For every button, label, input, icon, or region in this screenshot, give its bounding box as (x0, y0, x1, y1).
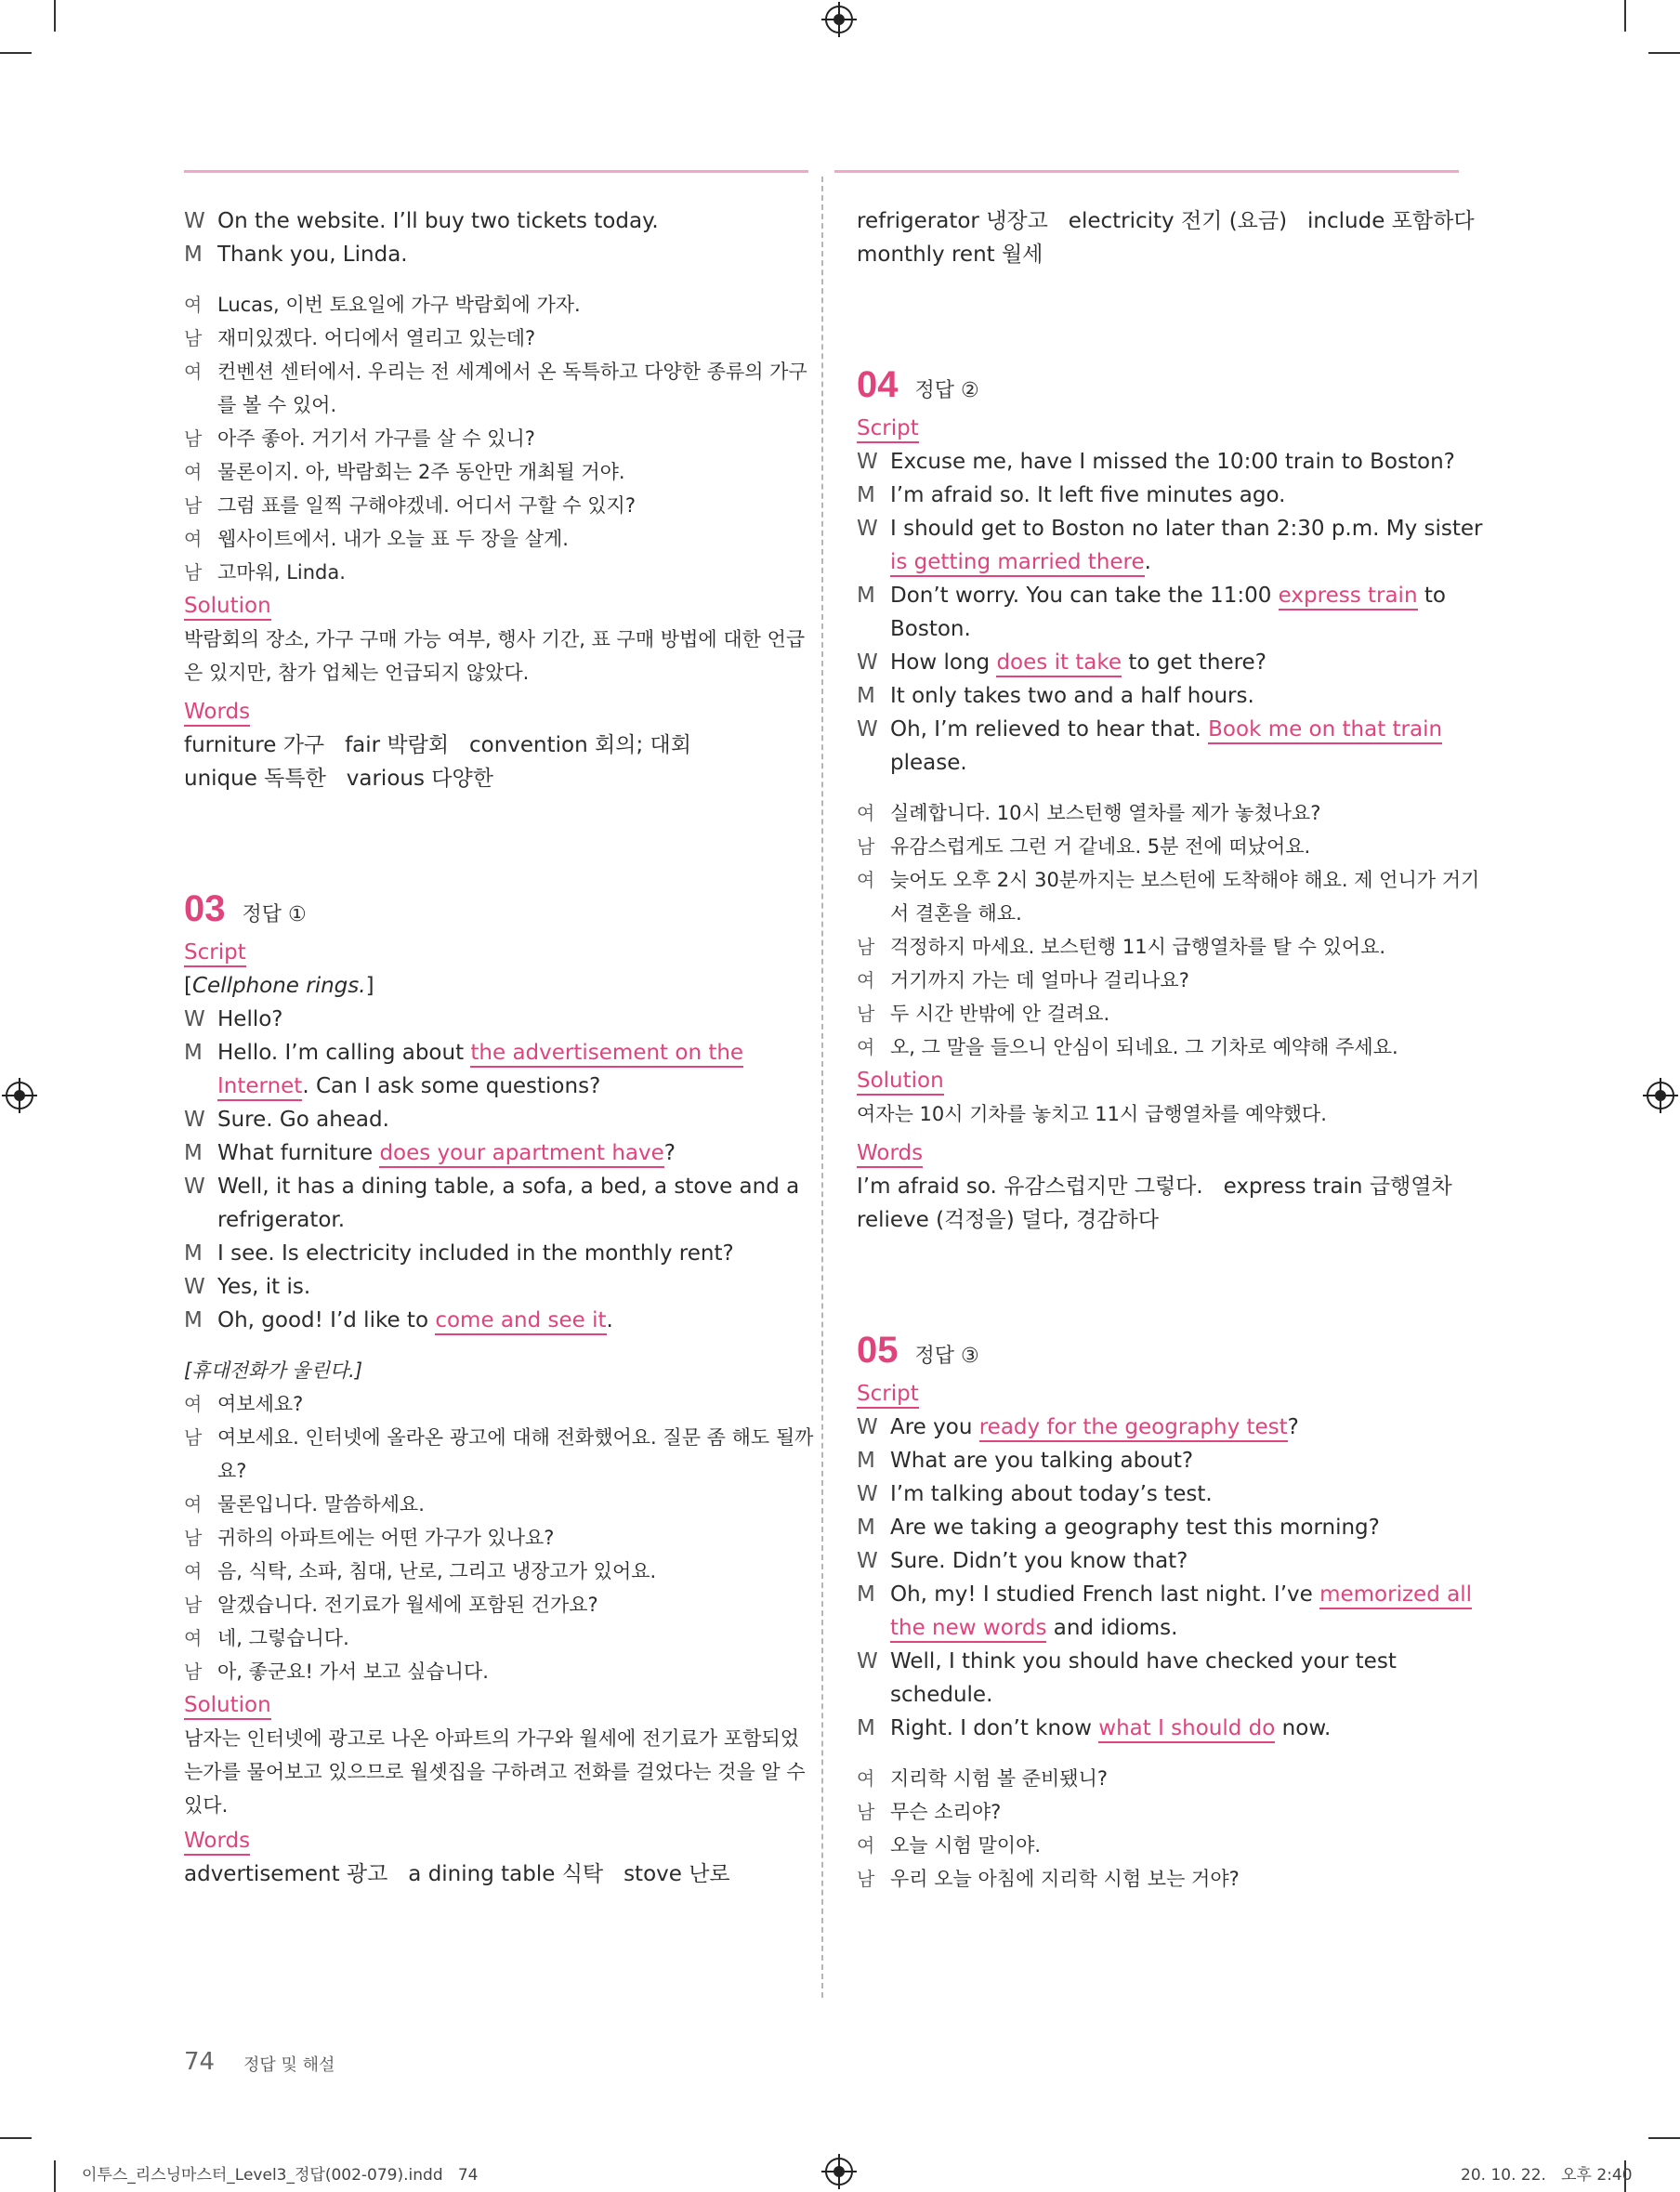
translation-line: 여 음, 식탁, 소파, 침대, 난로, 그리고 냉장고가 있어요. (184, 1560, 657, 1582)
translation-line: 남 우리 오늘 아침에 지리학 시험 보는 거야? (857, 1868, 1240, 1890)
highlight: Book me on that train (1208, 716, 1442, 744)
translation-line: 여 물론이지. 아, 박람회는 2주 동안만 개최될 거야. (184, 461, 625, 483)
solution-text: 박람회의 장소, 가구 구매 가능 여부, 행사 기간, 표 구매 방법에 대한 언급 (184, 628, 806, 650)
question-header (184, 886, 784, 932)
answer-label: 정답 ② (914, 379, 979, 402)
script-line: schedule. (890, 1683, 993, 1707)
question-number: 03 (184, 888, 226, 929)
translation-line: 남 고마워, Linda. (184, 561, 346, 584)
script-line: W I’m talking about today’s test. (857, 1482, 1213, 1506)
registration-mark-icon (825, 2158, 853, 2185)
registration-mark-icon (1647, 1082, 1674, 1109)
top-rule (184, 170, 530, 173)
registration-mark-icon (825, 6, 853, 33)
solution-text: 은 있지만, 참가 업체는 언급되지 않았다. (184, 662, 530, 684)
column-divider (821, 177, 823, 1998)
highlight: the new words (890, 1615, 1046, 1643)
script-line: refrigerator. (217, 1208, 346, 1232)
script-line: W On the website. I’ll buy two tickets today. (184, 209, 659, 233)
translation-line: 여 물론입니다. 말씀하세요. (184, 1493, 425, 1516)
translation-line: 를 볼 수 있어. (217, 394, 337, 416)
question-header (857, 1328, 1459, 1373)
translation-line: 남 여보세요. 인터넷에 올라온 광고에 대해 전화했어요. 질문 좀 해도 될까 (184, 1426, 814, 1449)
highlight: is getting married there (890, 549, 1145, 577)
words-label: Words (857, 1140, 923, 1168)
question-header (857, 362, 1459, 408)
script-line: M Thank you, Linda. (184, 243, 408, 267)
highlight: does it take (996, 650, 1122, 677)
highlight: the advertisement on the (470, 1040, 743, 1068)
solution-label: Solution (857, 1068, 944, 1096)
solution-text: 있다. (184, 1794, 229, 1817)
script-line: is getting married there. (857, 545, 1459, 579)
translation-line: 여 웹사이트에서. 내가 오늘 표 두 장을 살게. (184, 528, 569, 550)
script-line: W Hello? (184, 1007, 283, 1031)
highlight: ready for the geography test (979, 1414, 1288, 1442)
translation-line: 여 거기까지 가는 데 얼마나 걸리나요? (857, 969, 1189, 991)
slug-filename: 이투스_리스닝마스터_Level3_정답(002-079).indd 74 (82, 2166, 479, 2185)
solution-text: 여자는 10시 기차를 놓치고 11시 급행열차를 예약했다. (857, 1103, 1327, 1125)
translation-line: 남 그럼 표를 일찍 구해야겠네. 어디서 구할 수 있지? (184, 494, 636, 517)
page-footer-title: 정답 및 해설 (243, 2055, 335, 2075)
script-line: Boston. (890, 617, 971, 641)
script-line: W Sure. Go ahead. (184, 1108, 389, 1132)
translation-line: 남 걱정하지 마세요. 보스턴행 11시 급행열차를 탈 수 있어요. (857, 936, 1386, 958)
crop-mark (1648, 2137, 1680, 2139)
script-line: W Yes, it is. (184, 1275, 311, 1299)
left-column (184, 204, 814, 1891)
top-rule (834, 170, 1459, 173)
question-number: 04 (857, 364, 899, 405)
words-text: advertisement 광고 a dining table 식탁 stove 난로 (184, 1862, 730, 1886)
words-label: Words (184, 1828, 250, 1856)
highlight: Internet (217, 1073, 302, 1101)
translation-line: 여 여보세요? (184, 1393, 304, 1415)
solution-label: Solution (184, 593, 271, 621)
translation-line: 남 귀하의 아파트에는 어떤 가구가 있나요? (184, 1527, 555, 1549)
words-text: monthly rent 월세 (857, 243, 1043, 267)
crop-mark (0, 52, 32, 54)
answer-label: 정답 ③ (914, 1345, 979, 1368)
solution-label: Solution (184, 1692, 271, 1720)
script-line: please. (890, 751, 967, 775)
script-line: W Sure. Didn’t you know that? (857, 1549, 1188, 1573)
crop-mark (0, 2137, 32, 2139)
solution-text: 는가를 물어보고 있으므로 월셋집을 구하려고 전화를 걸었다는 것을 알 수 (184, 1761, 806, 1783)
script-line: M What furniture does your apartment have? (184, 1136, 784, 1170)
page-number: 74 (184, 2048, 216, 2076)
right-column (857, 204, 1483, 1896)
translation-line: 여 Lucas, 이번 토요일에 가구 박람회에 가자. (184, 294, 581, 316)
script-label: Script (184, 939, 246, 967)
script-line: W Excuse me, have I missed the 10:00 train to Boston? (857, 450, 1455, 474)
script-line: M Oh, my! I studied French last night. I’ve memorized all (857, 1578, 1459, 1611)
script-line: W Well, I think you should have checked your test (857, 1649, 1397, 1674)
registration-mark-icon (6, 1082, 33, 1109)
script-line: M What are you talking about? (857, 1449, 1194, 1473)
words-label: Words (184, 699, 250, 727)
script-line: the new words and idioms. (857, 1611, 1459, 1645)
translation-line: 요? (217, 1460, 247, 1482)
script-line: M Are we taking a geography test this morning? (857, 1516, 1380, 1540)
translation-line: 남 무슨 소리야? (857, 1801, 1002, 1823)
words-text: unique 독특한 various 다양한 (184, 767, 493, 791)
script-label: Script (857, 415, 919, 443)
crop-mark (54, 2160, 56, 2192)
highlight: does your apartment have (379, 1140, 663, 1168)
highlight: memorized all (1319, 1582, 1472, 1609)
script-line: W I should get to Boston no later than 2:30 p.m. My sister (857, 517, 1483, 541)
script-line: W Are you ready for the geography test? (857, 1411, 1459, 1444)
answer-label: 정답 ① (242, 903, 307, 926)
translation-line: 남 재미있겠다. 어디에서 열리고 있는데? (184, 327, 536, 349)
translation-line: 남 아, 좋군요! 가서 보고 싶습니다. (184, 1660, 489, 1683)
translation-line: 여 컨벤션 센터에서. 우리는 전 세계에서 온 독특하고 다양한 종류의 가구 (184, 361, 807, 383)
script-line: M I’m afraid so. It left five minutes ago. (857, 483, 1286, 507)
highlight: express train (1279, 583, 1418, 610)
translation-line: 여 네, 그렇습니다. (184, 1627, 349, 1649)
script-line: W Well, it has a dining table, a sofa, a bed, a stove and a (184, 1175, 800, 1199)
words-text: relieve (걱정을) 덜다, 경감하다 (857, 1208, 1159, 1232)
script-line: M It only takes two and a half hours. (857, 684, 1254, 708)
script-line: M Don’t worry. You can take the 11:00 express train to (857, 579, 1459, 612)
translation-line: 남 아주 좋아. 거기서 가구를 살 수 있니? (184, 427, 535, 450)
highlight: come and see it (435, 1307, 606, 1335)
top-rule (530, 170, 808, 173)
script-line: M Hello. I’m calling about the advertisement on the (184, 1036, 784, 1070)
question-number: 05 (857, 1330, 899, 1371)
translation-line: 남 알겠습니다. 전기료가 월세에 포함된 건가요? (184, 1594, 598, 1616)
script-line: M Right. I don’t know what I should do now. (857, 1712, 1459, 1745)
translation-line: 여 오늘 시험 말이야. (857, 1834, 1042, 1857)
script-line: M Oh, good! I’d like to come and see it. (184, 1304, 784, 1337)
slug-date: 20. 10. 22. 오후 2:40 (1461, 2166, 1633, 2185)
crop-mark (1624, 0, 1626, 32)
words-text: I’m afraid so. 유감스럽지만 그렇다. express train 급행열차 (857, 1175, 1452, 1199)
translation-line: 남 두 시간 반밖에 안 걸려요. (857, 1003, 1110, 1025)
translation-line: 여 실례합니다. 10시 보스턴행 열차를 제가 놓쳤나요? (857, 802, 1321, 824)
script-line: M I see. Is electricity included in the monthly rent? (184, 1241, 734, 1266)
words-text: refrigerator 냉장고 electricity 전기 (요금) include 포함하다 (857, 209, 1475, 233)
words-text: furniture 가구 fair 박람회 convention 회의; 대회 (184, 733, 691, 757)
translation-line: 여 늦어도 오후 2시 30분까지는 보스턴에 도착해야 해요. 제 언니가 거기 (857, 869, 1480, 891)
translation-line: 여 지리학 시험 볼 준비됐니? (857, 1767, 1109, 1790)
translation-line: 서 결혼을 해요. (890, 902, 1022, 925)
translation-line: [휴대전화가 울린다.] (184, 1359, 363, 1382)
crop-mark (54, 0, 56, 32)
script-label: Script (857, 1381, 919, 1409)
script-line: W Oh, I’m relieved to hear that. Book me on that train (857, 713, 1459, 746)
translation-line: 남 유감스럽게도 그런 거 같네요. 5분 전에 떠났어요. (857, 835, 1311, 858)
stage-direction: [Cellphone rings.] (184, 974, 374, 998)
translation-line: 여 오, 그 말을 들으니 안심이 되네요. 그 기차로 예약해 주세요. (857, 1036, 1398, 1058)
script-line: Internet. Can I ask some questions? (184, 1070, 784, 1103)
highlight: what I should do (1098, 1715, 1275, 1743)
solution-text: 남자는 인터넷에 광고로 나온 아파트의 가구와 월세에 전기료가 포함되었 (184, 1727, 799, 1750)
crop-mark (1648, 52, 1680, 54)
script-line: W How long does it take to get there? (857, 646, 1459, 679)
